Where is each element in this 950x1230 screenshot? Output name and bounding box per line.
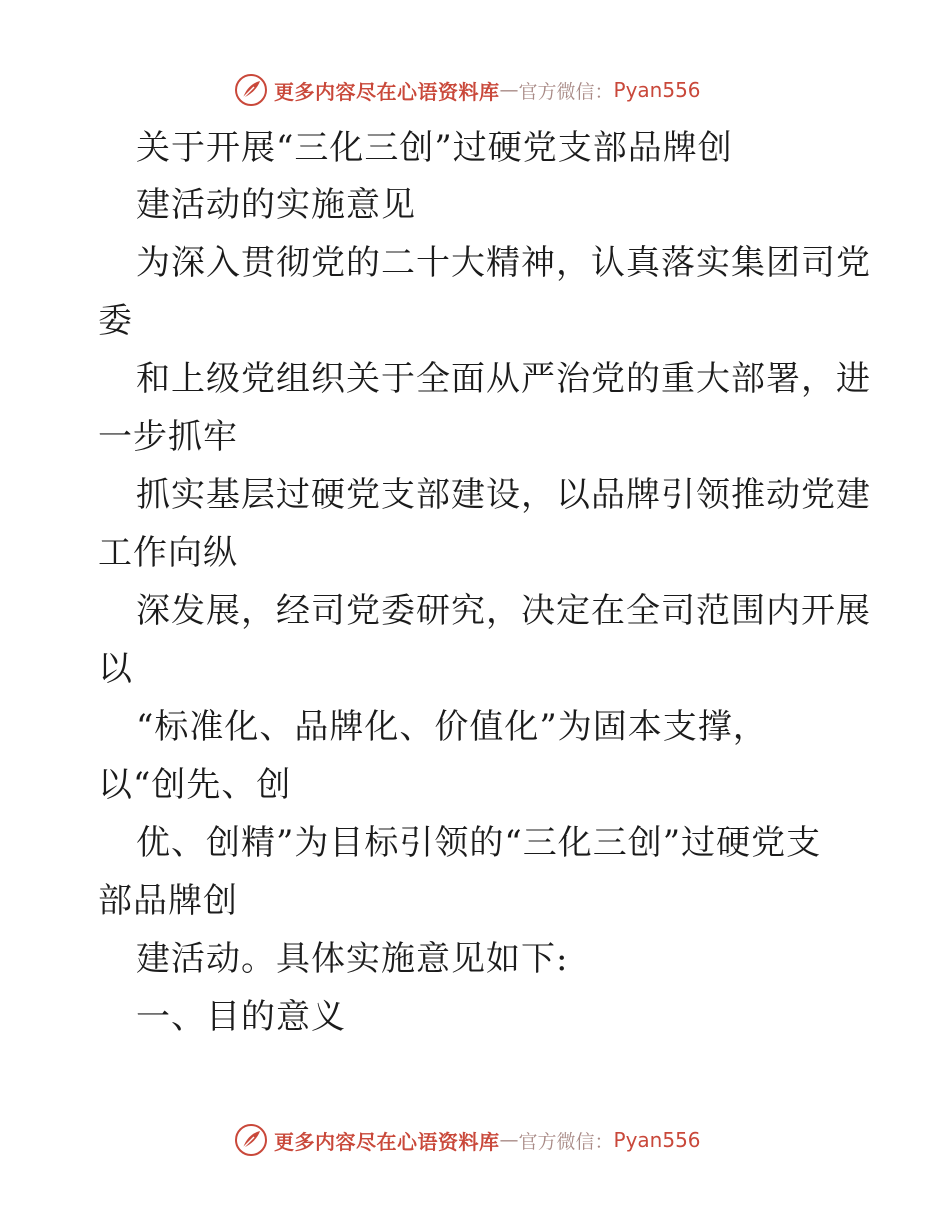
- paragraph-line: 抓实基层过硬党支部建设，以品牌引领推动党建: [136, 475, 871, 515]
- paragraph-line: 和上级党组织关于全面从严治党的重大部署，进: [136, 359, 871, 399]
- banner-dash: —: [499, 1129, 519, 1151]
- paragraph-line: 深发展，经司党委研究，决定在全司范围内开展: [136, 591, 871, 631]
- paragraph-line: 优、创精”为目标引领的“三化三创”过硬党支: [136, 823, 822, 863]
- header-banner: [234, 70, 701, 110]
- wechat-id: Pyan556: [613, 1128, 701, 1152]
- paragraph-line: 建活动。具体实施意见如下:: [136, 939, 569, 979]
- paragraph-line: 部品牌创: [98, 881, 238, 921]
- paragraph-line: 委: [98, 301, 133, 341]
- feather-pen-logo-icon: [234, 73, 268, 107]
- paragraph-line: 一步抓牢: [98, 417, 238, 457]
- site-name: 更多内容尽在心语资料库: [274, 1129, 500, 1154]
- section-heading: 一、目的意义: [136, 997, 346, 1037]
- footer-banner: [234, 1120, 701, 1160]
- paragraph-line: 为深入贯彻党的二十大精神，认真落实集团司党: [136, 243, 871, 283]
- banner-dash: —: [499, 79, 519, 101]
- wechat-label: 官方微信：: [518, 1130, 614, 1153]
- paragraph-line: 以: [98, 649, 133, 689]
- feather-pen-logo-icon: [234, 1123, 268, 1157]
- document-title-line-2: 建活动的实施意见: [136, 185, 416, 225]
- wechat-id: Pyan556: [613, 78, 701, 102]
- site-name: 更多内容尽在心语资料库: [274, 79, 500, 104]
- paragraph-line: “标准化、品牌化、价值化”为固本支撑，: [136, 707, 768, 747]
- paragraph-line: 以“创先、创: [98, 765, 292, 805]
- document-title-line-1: 关于开展“三化三创”过硬党支部品牌创: [136, 128, 733, 168]
- wechat-label: 官方微信：: [518, 80, 614, 103]
- paragraph-line: 工作向纵: [98, 533, 238, 573]
